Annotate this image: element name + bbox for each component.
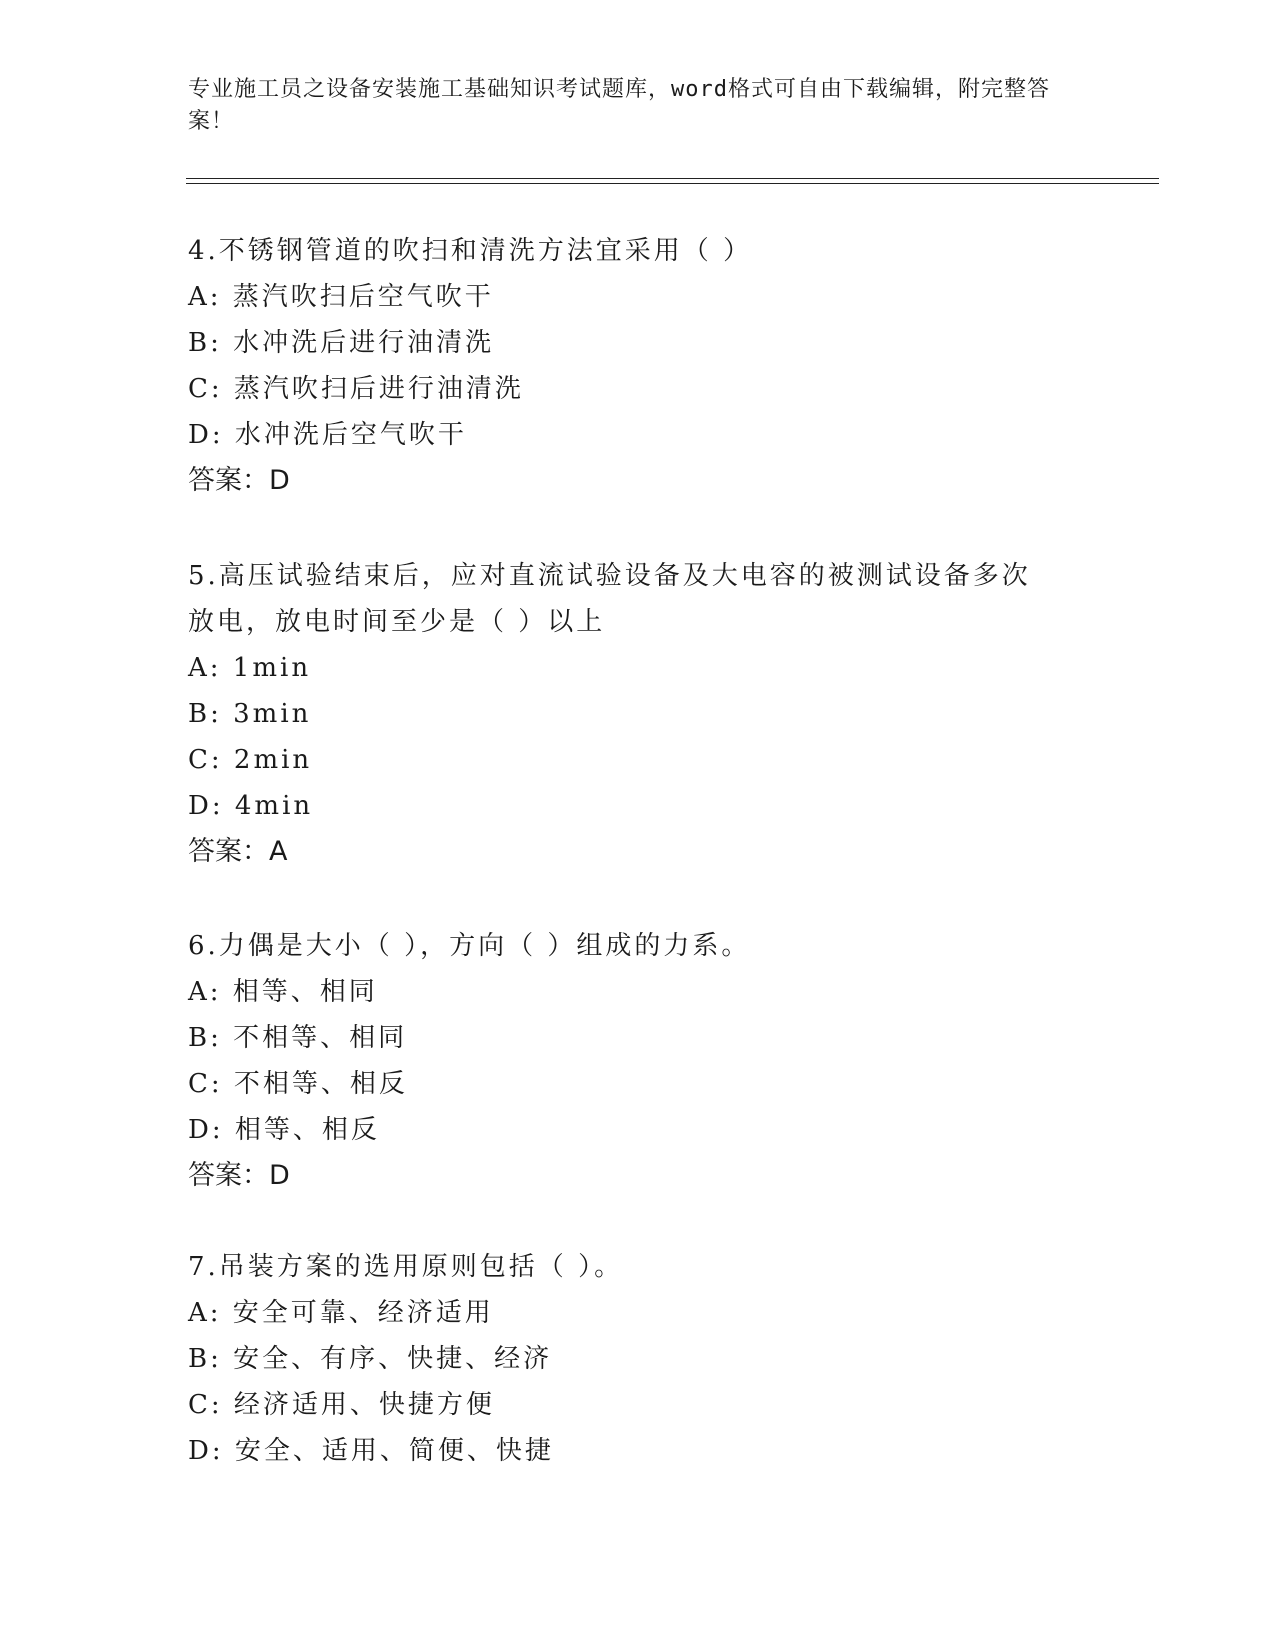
option-a: A: 相等、相同 [188, 977, 378, 1007]
option-a: A: 蒸汽吹扫后空气吹干 [188, 282, 494, 312]
question-stem: 4.不锈钢管道的吹扫和清洗方法宜采用（ ） [188, 236, 753, 266]
option-c: C: 不相等、相反 [188, 1069, 408, 1099]
document-header: 专业施工员之设备安装施工基础知识考试题库，word格式可自由下载编辑，附完整答案！ [188, 77, 1050, 134]
answer-line: 答案：D [188, 465, 290, 496]
option-c: C: 蒸汽吹扫后进行油清洗 [188, 374, 524, 404]
question-stem: 7.吊装方案的选用原则包括（ ）。 [188, 1252, 624, 1282]
option-b: B: 安全、有序、快捷、经济 [188, 1344, 553, 1374]
header-divider-top [186, 178, 1159, 179]
question-stem: 6.力偶是大小（ ），方向（ ）组成的力系。 [188, 931, 751, 961]
question-7 [188, 1244, 1088, 1474]
header-divider-bottom [186, 183, 1159, 184]
question-6 [188, 923, 1088, 1199]
answer-line: 答案：D [188, 1160, 290, 1191]
question-stem: 5.高压试验结束后，应对直流试验设备及大电容的被测试设备多次放电，放电时间至少是（ ）以上 [188, 561, 1031, 637]
option-c: C: 经济适用、快捷方便 [188, 1390, 495, 1420]
answer-line: 答案：A [188, 836, 288, 867]
option-b: B: 不相等、相同 [188, 1023, 408, 1053]
option-a: A: 1min [188, 653, 312, 683]
option-d: D: 安全、适用、简便、快捷 [188, 1436, 554, 1466]
option-d: D: 水冲洗后空气吹干 [188, 420, 467, 450]
option-a: A: 安全可靠、经济适用 [188, 1298, 494, 1328]
option-b: B: 水冲洗后进行油清洗 [188, 328, 495, 358]
question-4 [188, 228, 1088, 504]
option-d: D: 相等、相反 [188, 1115, 380, 1145]
option-c: C: 2min [188, 745, 313, 775]
option-b: B: 3min [188, 699, 312, 729]
question-5 [188, 553, 1088, 875]
option-d: D: 4min [188, 791, 314, 821]
